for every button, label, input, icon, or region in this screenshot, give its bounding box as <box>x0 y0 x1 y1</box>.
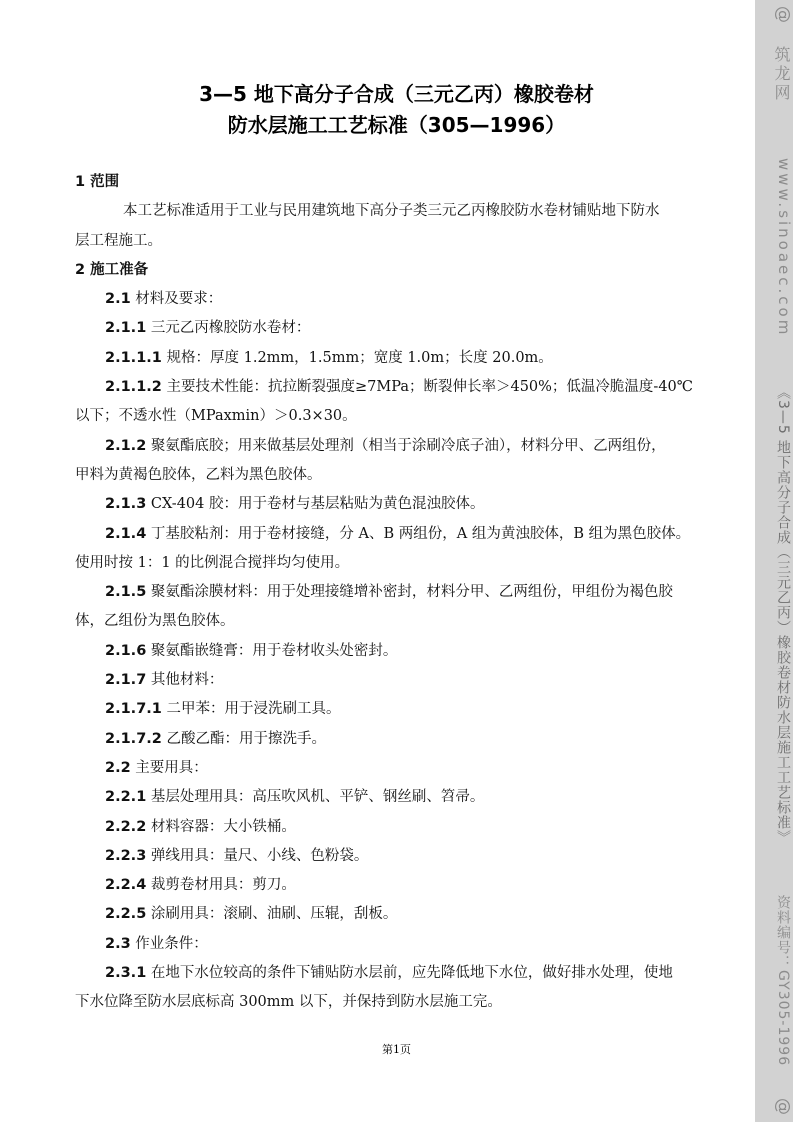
clause-text: 弹线用具：量尺、小线、色粉袋。 <box>146 847 369 864</box>
sidebar-document-code: 资料编号：GY305-1996 <box>775 895 791 1067</box>
clause-2-1 <box>75 285 718 314</box>
section-1-paragraph-line: 层工程施工。 <box>75 232 162 249</box>
clause-2-1-1-1 <box>75 344 718 373</box>
clause-2-1-3 <box>75 490 718 519</box>
clause-number: 2.3.1 <box>105 965 147 982</box>
clause-2-1-7-2 <box>75 725 718 754</box>
clause-number: 2.2.2 <box>105 818 147 835</box>
page-number: 第1页 <box>382 1043 411 1056</box>
clause-2-2-3 <box>75 842 718 871</box>
clause-number: 2.1.7.2 <box>105 730 162 747</box>
watermark-sidebar <box>755 0 793 1122</box>
clause-number: 2.1.2 <box>105 437 147 454</box>
clause-text: 聚氨酯嵌缝膏：用于卷材收头处密封。 <box>146 642 398 659</box>
clause-text: 聚氨酯底胶；用来做基层处理剂（相当于涂刷冷底子油），材料分甲、乙两组份， <box>146 437 666 454</box>
document-title-line-1: 3—5 地下高分子合成（三元乙丙）橡胶卷材 <box>199 82 594 106</box>
document-title-line-2: 防水层施工工艺标准（305—1996） <box>227 113 566 137</box>
clause-text: 主要技术性能：抗拉断裂强度≥7MPa；断裂伸长率＞450%；低温冷脆温度-40℃ <box>161 379 693 396</box>
clause-2-3-1-continued: 下水位降至防水层底标高 300mm 以下，并保持到防水层施工完。 <box>75 994 502 1011</box>
clause-number: 2.1.3 <box>105 496 147 513</box>
clause-2-1-1-2 <box>75 373 718 402</box>
document-body <box>75 168 718 1018</box>
clause-2-1-1-2-continued: 以下；不透水性（MPaxmin）＞0.3×30。 <box>75 408 357 425</box>
sidebar-url: www.sinoaec.com <box>775 158 793 338</box>
clause-text: 作业条件： <box>130 935 208 952</box>
clause-number: 2.1.5 <box>105 584 147 601</box>
clause-2-3-1 <box>75 959 718 988</box>
clause-text: 裁剪卷材用具：剪刀。 <box>146 877 296 894</box>
clause-2-2-4 <box>75 871 718 900</box>
clause-number: 2.1.7.1 <box>105 701 162 718</box>
clause-2-1-4-continued: 使用时按 1：1 的比例混合搅拌均匀使用。 <box>75 554 350 571</box>
clause-2-2-2 <box>75 813 718 842</box>
clause-text: 主要用具： <box>130 759 208 776</box>
clause-2-1-7-1 <box>75 695 718 724</box>
clause-2-2 <box>75 754 718 783</box>
clause-text: 材料及要求： <box>130 291 223 308</box>
clause-text: 在地下水位较高的条件下铺贴防水层前，应先降低地下水位，做好排水处理，使地 <box>146 965 673 982</box>
clause-text: 基层处理用具：高压吹风机、平铲、钢丝刷、笤帚。 <box>146 789 485 806</box>
section-1-heading: 1 范围 <box>75 174 120 190</box>
clause-number: 2.2.5 <box>105 906 147 923</box>
clause-number: 2.2 <box>105 759 131 776</box>
clause-number: 2.1.7 <box>105 672 147 689</box>
clause-text: 二甲苯：用于浸洗刷工具。 <box>161 701 341 718</box>
clause-number: 2.1.4 <box>105 525 147 542</box>
clause-2-1-4 <box>75 520 718 549</box>
clause-number: 2.1.1.1 <box>105 349 162 366</box>
clause-number: 2.1.6 <box>105 642 147 659</box>
clause-text: 材料容器：大小铁桶。 <box>146 818 296 835</box>
clause-2-2-5 <box>75 900 718 929</box>
clause-text: 丁基胶粘剂：用于卷材接缝，分 A、B 两组份，A 组为黄浊胶体，B 组为黑色胶体。 <box>146 525 691 542</box>
clause-2-3 <box>75 930 718 959</box>
clause-number: 2.1.1.2 <box>105 379 162 396</box>
clause-number: 2.1.1 <box>105 320 147 337</box>
clause-text: 聚氨酯涂膜材料：用于处理接缝增补密封，材料分甲、乙两组份，甲组份为褐色胶 <box>146 584 673 601</box>
clause-2-1-5 <box>75 578 718 607</box>
clause-2-1-2 <box>75 432 718 461</box>
clause-2-1-5-continued: 体，乙组份为黑色胶体。 <box>75 613 235 630</box>
section-1-paragraph-line: 本工艺标准适用于工业与民用建筑地下高分子类三元乙丙橡胶防水卷材铺贴地下防水 <box>123 203 660 220</box>
at-symbol-top: @ <box>773 6 793 23</box>
clause-number: 2.2.4 <box>105 877 147 894</box>
clause-text: 其他材料： <box>146 672 224 689</box>
at-symbol-bottom: @ <box>773 1098 793 1115</box>
clause-2-1-2-continued: 甲料为黄褐色胶体，乙料为黑色胶体。 <box>75 466 322 483</box>
clause-2-1-6 <box>75 637 718 666</box>
clause-text: 乙酸乙酯：用于擦洗手。 <box>161 730 326 747</box>
clause-number: 2.2.1 <box>105 789 147 806</box>
clause-text: 涂刷用具：滚刷、油刷、压辊，刮板。 <box>146 906 398 923</box>
clause-number: 2.3 <box>105 935 131 952</box>
clause-number: 2.2.3 <box>105 847 147 864</box>
sidebar-site-name: 筑龙网 <box>772 46 791 103</box>
clause-text: CX-404 胶：用于卷材与基层粘贴为黄色混浊胶体。 <box>146 496 485 513</box>
clause-number: 2.1 <box>105 291 131 308</box>
sidebar-document-title: 《3—5 地下高分子合成（三元乙丙）橡胶卷材防水层施工工艺标准》 <box>775 385 791 846</box>
clause-text: 三元乙丙橡胶防水卷材： <box>146 320 311 337</box>
clause-2-1-7 <box>75 666 718 695</box>
clause-2-1-1 <box>75 314 718 343</box>
clause-text: 规格：厚度 1.2mm，1.5mm；宽度 1.0m；长度 20.0m。 <box>161 349 553 366</box>
section-2-heading: 2 施工准备 <box>75 261 149 278</box>
clause-2-2-1 <box>75 783 718 812</box>
